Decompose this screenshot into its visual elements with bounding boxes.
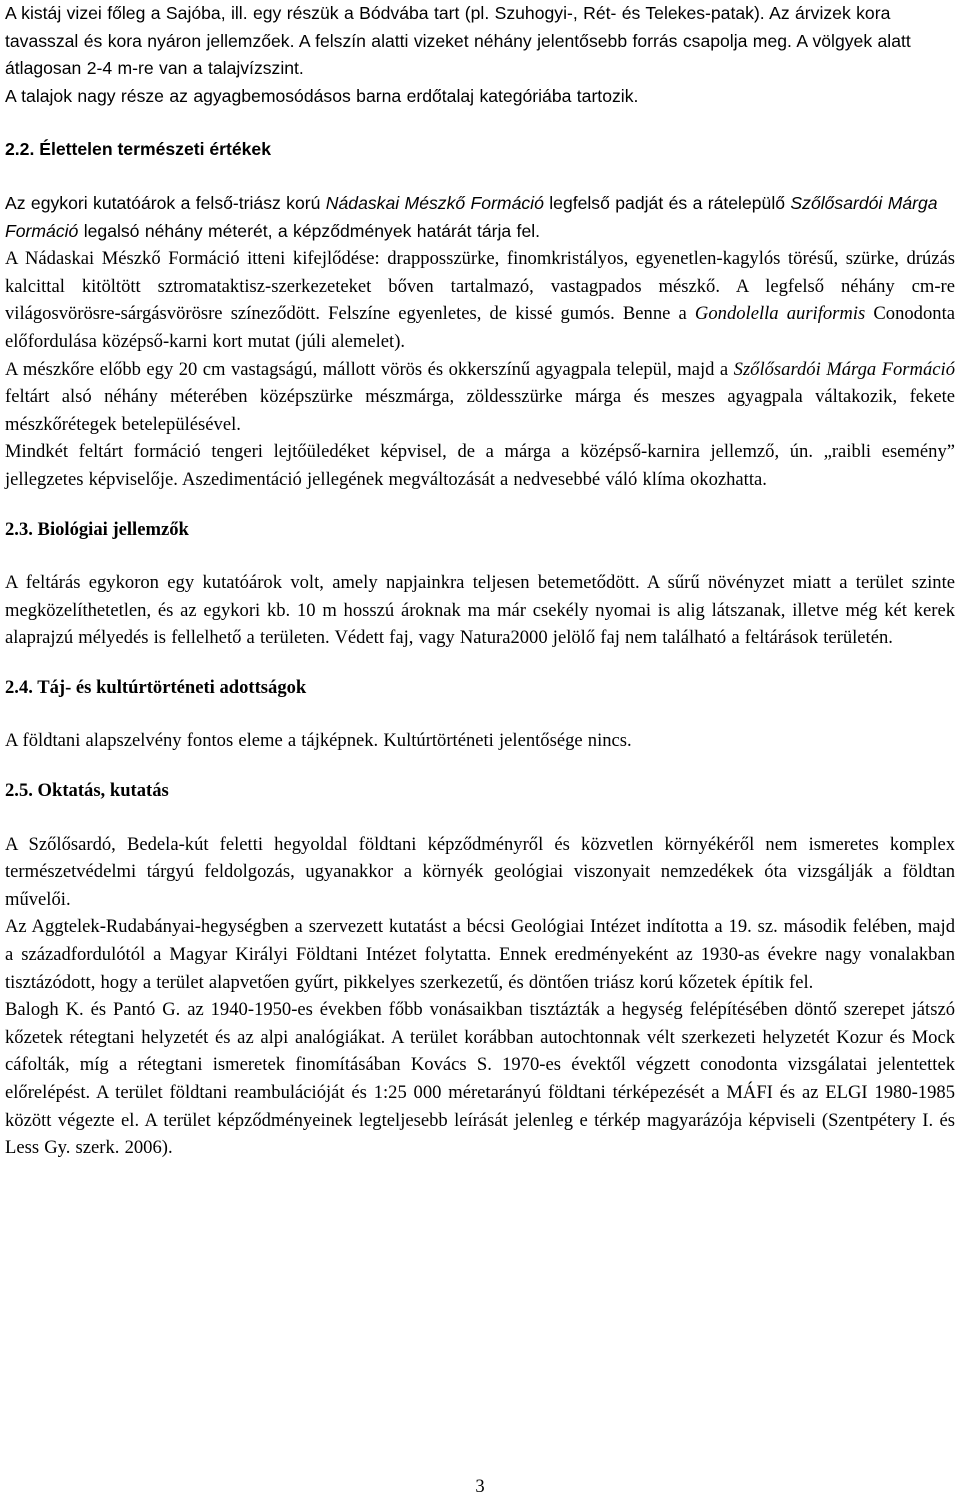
formation-name-szolosardoi: Szőlősardói Márga Formáció: [5, 192, 938, 241]
document-page: [5, 0, 955, 1162]
section-heading-2-3: 2.3. Biológiai jellemzők: [5, 518, 189, 540]
species-name: Gondolella auriformis: [694, 303, 866, 325]
section-heading-2-4: 2.4. Táj- és kultúrtörténeti adottságok: [5, 676, 307, 698]
section-2-5-paragraph-3: Balogh K. és Pantó G. az 1940-1950-es években főbb vonásaikban tisztázták a hegység felépítésében döntő szerepet játszó kőzetek rétegtani helyzetét és az alpi analógiákat. A terület korábban autochtonnak vélt szerkezeti helyzetét Kozur és Mock cáfolták, míg a rétegtani ismeretek finomításában Kovács S. 1970-es évektől végzett conodonta vizsgálatai jelentettek előrelépést. A terület földtani reambulációját és 1:25 000 méretarányú földtani térképezését a MÁFI és az ELGI 1980-1985 között végezte el. A terület képződményeinek legteljesebb leírását jelenleg e térkép magyarázója képviseli (Szentpétery I. és Less Gy. szerk. 2006).: [5, 999, 955, 1159]
section-heading-2-5: 2.5. Oktatás, kutatás: [5, 780, 169, 802]
intro-paragraph: A kistáj vizei főleg a Sajóba, ill. egy részük a Bódvába tart (pl. Szuhogyi-, Rét- és Telekes-patak). Az árvizek kora tavasszal és kora nyáron jellemzőek. A felszín alatti vizeket néhány jelentősebb forrás csapolja meg. A völgyek alatt átlagosan 2-4 m-re van a talajvízszint.: [5, 3, 911, 79]
page-number: 3: [475, 1476, 485, 1497]
section-2-5-paragraph-2: Az Aggtelek-Rudabányai-hegységben a szervezett kutatást a bécsi Geológiai Intézet indította a 19. sz. második felében, majd a századfordulótól a Magyar Királyi Földtani Intézet folytatta. Ennek eredményeként az 1930-as évekre nagy vonalakban tisztázódott, hogy a terület alapvetően gyűrt, pikkelyes szerkezetű, és döntően triász korú kőzetek építik fel.: [5, 916, 955, 993]
section-heading-2-2: 2.2. Élettelen természeti értékek: [5, 139, 272, 160]
section-2-2-paragraph-4: Mindkét feltárt formáció tengeri lejtőüledéket képvisel, de a márga a középső-karnira jellemző, ún. „raibli esemény” jellegzetes képviselője. Aszedimentáció jellegének megváltozását a nedvesebbé váló klíma okozhatta.: [5, 441, 955, 490]
section-2-4-paragraph-1: A földtani alapszelvény fontos eleme a tájképnek. Kultúrtörténeti jelentősége nincs.: [5, 730, 632, 752]
section-2-3-paragraph-1: A feltárás egykoron egy kutatóárok volt, amely napjainkra teljesen betemetődött. A sűrű növényzet miatt a terület szinte megközelíthetetlen, és az egykori kb. 10 m hosszú ároknak ma már csekély nyomai is alig látszanak, illetve még két kerek alaprajzú mélyedés is fellelhető a területen. Védett faj, vagy Natura2000 jelölő faj nem található a feltárások területén.: [5, 572, 955, 649]
section-2-2-paragraph-2: A Nádaskai Mészkő Formáció itteni kifejlődése: drapposszürke, finomkristályos, egyenetlen-kagylós törésű, szürke, drúzás kalcittal kitöltött sztromataktisz-szerkezeteket bőven tartalmazó, vastagpados mészkő. A legfelső néhány cm-re világosvörösre-sárgásvörösre színeződött. Felszíne egyenletes, de kissé gumós. Benne a Gondolella auriformis Conodonta előfordulása középső-karni kort mutat (júli alemelet).: [5, 248, 955, 352]
formation-name-nadaskai: Nádaskai Mészkő Formáció: [325, 192, 544, 213]
formation-name-szolosardoi-2: Szőlősardói Márga Formáció: [733, 358, 955, 380]
intro-soil-paragraph: A talajok nagy része az agyagbemosódásos barna erdőtalaj kategóriába tartozik.: [5, 85, 639, 106]
section-2-2-paragraph-1: Az egykori kutatóárok a felső-triász korú Nádaskai Mészkő Formáció legfelső padját és a rátelepülő Szőlősardói Márga Formáció legalsó néhány méterét, a képződmények határát tárja fel.: [5, 192, 938, 241]
section-2-5-paragraph-1: A Szőlősardó, Bedela-kút feletti hegyoldal földtani képződményről és közvetlen környékéről nem ismeretes komplex természetvédelmi tárgyú feldolgozás, ugyanakkor a környék geológiai viszonyait nemzedékek óta vizsgálják a földtan művelői.: [5, 833, 955, 910]
section-2-2-paragraph-3: A mészkőre előbb egy 20 cm vastagságú, mállott vörös és okkerszínű agyagpala települ, majd a Szőlősardói Márga Formáció feltárt alsó néhány méterében középszürke mészmárga, zöldesszürke márga és meszes agyagpala váltakozik, fekete mészkőrétegek betelepülésével.: [5, 358, 955, 435]
